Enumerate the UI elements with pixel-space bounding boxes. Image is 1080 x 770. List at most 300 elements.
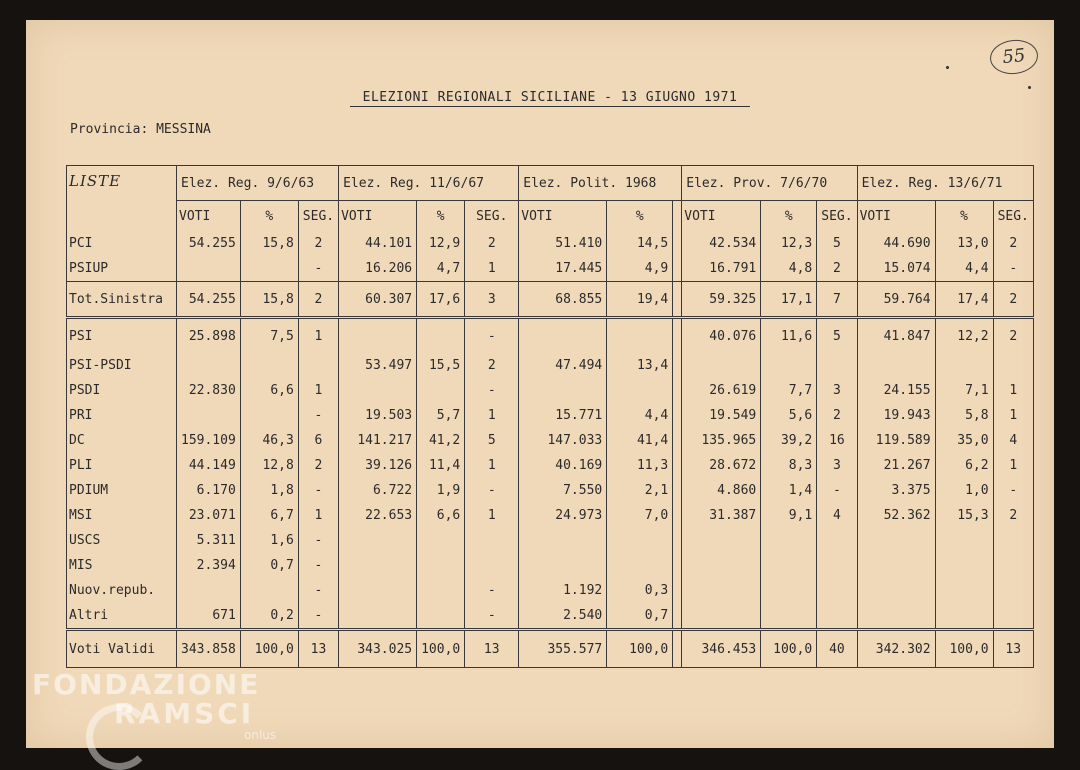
party-name: MSI xyxy=(67,503,177,528)
votes-cell: 119.589 xyxy=(857,428,935,453)
seats-cell: 4 xyxy=(817,503,857,528)
pct-cell xyxy=(607,318,673,354)
pct-cell: 15,8 xyxy=(240,282,298,318)
party-name: PDIUM xyxy=(67,478,177,503)
votes-cell xyxy=(177,353,241,378)
seats-cell: 1 xyxy=(298,503,338,528)
seats-cell: - xyxy=(465,603,519,630)
votes-cell xyxy=(857,553,935,578)
votes-cell: 355.577 xyxy=(519,630,607,668)
pct-cell xyxy=(240,403,298,428)
seats-cell: 2 xyxy=(993,503,1033,528)
election-header: Elez. Polit. 1968 xyxy=(519,166,682,201)
pct-cell: 6,2 xyxy=(935,453,993,478)
pct-cell: 41,4 xyxy=(607,428,673,453)
pct-cell: 8,3 xyxy=(761,453,817,478)
pct-cell xyxy=(240,256,298,282)
seats-cell: 1 xyxy=(993,378,1033,403)
seats-cell: 3 xyxy=(817,378,857,403)
seats-cell: 1 xyxy=(465,256,519,282)
votes-cell xyxy=(519,318,607,354)
pct-cell: 11,3 xyxy=(607,453,673,478)
votes-cell: 47.494 xyxy=(519,353,607,378)
seats-cell: 5 xyxy=(817,318,857,354)
pct-cell: 100,0 xyxy=(607,630,673,668)
seats-cell: 2 xyxy=(465,231,519,256)
pct-cell xyxy=(935,353,993,378)
votes-cell xyxy=(339,578,417,603)
votes-cell: 343.858 xyxy=(177,630,241,668)
seats-cell: 2 xyxy=(298,231,338,256)
pct-cell xyxy=(240,578,298,603)
seats-cell: - xyxy=(298,528,338,553)
seats-cell xyxy=(993,578,1033,603)
votes-cell xyxy=(682,553,761,578)
province-label: Provincia: MESSINA xyxy=(70,122,211,137)
seats-cell xyxy=(673,453,682,478)
seats-cell xyxy=(673,603,682,630)
table-row xyxy=(67,453,1034,478)
pct-cell xyxy=(761,553,817,578)
votes-cell: 19.549 xyxy=(682,403,761,428)
pct-cell: 1,9 xyxy=(417,478,465,503)
seats-cell: 2 xyxy=(993,231,1033,256)
pct-cell: 5,8 xyxy=(935,403,993,428)
voti-header: VOTI xyxy=(339,201,417,232)
pct-cell: 15,5 xyxy=(417,353,465,378)
pct-header: % xyxy=(761,201,817,232)
seats-cell xyxy=(673,428,682,453)
votes-cell xyxy=(857,603,935,630)
election-header-row xyxy=(67,166,1034,201)
table-row xyxy=(67,318,1034,354)
votes-cell: 15.771 xyxy=(519,403,607,428)
pct-cell: 4,8 xyxy=(761,256,817,282)
seats-cell: - xyxy=(298,578,338,603)
votes-cell: 141.217 xyxy=(339,428,417,453)
votes-cell xyxy=(682,603,761,630)
pct-cell xyxy=(935,528,993,553)
seats-cell xyxy=(298,353,338,378)
votes-cell xyxy=(339,603,417,630)
seats-cell xyxy=(465,528,519,553)
votes-cell xyxy=(339,553,417,578)
seg-header: SEG. xyxy=(993,201,1033,232)
table-row xyxy=(67,353,1034,378)
pct-cell: 2,1 xyxy=(607,478,673,503)
pct-header: % xyxy=(935,201,993,232)
votes-cell xyxy=(177,403,241,428)
pct-cell: 1,6 xyxy=(240,528,298,553)
pct-cell: 100,0 xyxy=(761,630,817,668)
pct-cell: 13,4 xyxy=(607,353,673,378)
seats-cell xyxy=(673,231,682,256)
seats-cell xyxy=(817,353,857,378)
votes-cell xyxy=(339,378,417,403)
pct-cell: 100,0 xyxy=(935,630,993,668)
pct-cell: 11,6 xyxy=(761,318,817,354)
seats-cell: 5 xyxy=(465,428,519,453)
seats-cell: 3 xyxy=(465,282,519,318)
table-row xyxy=(67,256,1034,282)
pct-cell: 1,0 xyxy=(935,478,993,503)
seats-cell: - xyxy=(298,553,338,578)
seats-cell xyxy=(673,503,682,528)
pct-cell: 17,6 xyxy=(417,282,465,318)
pct-cell: 4,4 xyxy=(607,403,673,428)
pct-cell xyxy=(240,353,298,378)
seats-cell xyxy=(673,353,682,378)
pct-cell: 46,3 xyxy=(240,428,298,453)
votes-cell: 22.653 xyxy=(339,503,417,528)
seats-cell xyxy=(673,528,682,553)
votes-cell: 25.898 xyxy=(177,318,241,354)
votes-cell xyxy=(177,578,241,603)
seats-cell: 16 xyxy=(817,428,857,453)
votes-cell xyxy=(339,318,417,354)
pct-cell: 41,2 xyxy=(417,428,465,453)
pct-cell: 13,0 xyxy=(935,231,993,256)
party-name: PSDI xyxy=(67,378,177,403)
party-name: PSIUP xyxy=(67,256,177,282)
election-header: Elez. Reg. 9/6/63 xyxy=(177,166,339,201)
seg-header: SEG. xyxy=(465,201,519,232)
pct-cell xyxy=(761,353,817,378)
votes-cell xyxy=(857,528,935,553)
seats-cell: 1 xyxy=(298,378,338,403)
party-name: PRI xyxy=(67,403,177,428)
pct-header: % xyxy=(240,201,298,232)
party-name: PLI xyxy=(67,453,177,478)
votes-cell xyxy=(682,578,761,603)
seg-header: SEG. xyxy=(817,201,857,232)
votes-cell: 53.497 xyxy=(339,353,417,378)
pct-cell: 1,8 xyxy=(240,478,298,503)
voti-header: VOTI xyxy=(857,201,935,232)
votes-cell: 23.071 xyxy=(177,503,241,528)
party-name: MIS xyxy=(67,553,177,578)
seats-cell: - xyxy=(465,578,519,603)
pct-cell xyxy=(935,578,993,603)
voti-header: VOTI xyxy=(682,201,761,232)
votes-cell: 147.033 xyxy=(519,428,607,453)
seats-cell: - xyxy=(817,478,857,503)
votes-cell: 24.155 xyxy=(857,378,935,403)
votes-cell: 19.503 xyxy=(339,403,417,428)
seats-cell xyxy=(673,318,682,354)
seats-cell xyxy=(817,603,857,630)
seats-cell: 2 xyxy=(298,453,338,478)
seats-cell xyxy=(673,478,682,503)
table-row xyxy=(67,578,1034,603)
seats-cell xyxy=(673,553,682,578)
pct-cell: 100,0 xyxy=(240,630,298,668)
votes-cell: 52.362 xyxy=(857,503,935,528)
pct-cell: 12,8 xyxy=(240,453,298,478)
seats-cell: 3 xyxy=(817,453,857,478)
votes-cell: 7.550 xyxy=(519,478,607,503)
seats-cell xyxy=(993,528,1033,553)
seats-cell: 4 xyxy=(993,428,1033,453)
watermark-line1: FONDAZIONE xyxy=(32,668,261,701)
votes-cell: 342.302 xyxy=(857,630,935,668)
pct-cell: 19,4 xyxy=(607,282,673,318)
seats-cell: 1 xyxy=(993,453,1033,478)
seats-cell: 1 xyxy=(298,318,338,354)
seats-cell: - xyxy=(993,478,1033,503)
pct-cell: 5,7 xyxy=(417,403,465,428)
seats-cell: - xyxy=(298,478,338,503)
votes-cell: 39.126 xyxy=(339,453,417,478)
votes-cell xyxy=(682,528,761,553)
table-row xyxy=(67,503,1034,528)
votes-cell xyxy=(177,256,241,282)
seats-cell: - xyxy=(465,478,519,503)
votes-cell xyxy=(857,353,935,378)
seats-cell: - xyxy=(465,378,519,403)
seats-cell: 1 xyxy=(465,403,519,428)
votes-cell: 3.375 xyxy=(857,478,935,503)
votes-cell: 24.973 xyxy=(519,503,607,528)
votes-cell: 16.791 xyxy=(682,256,761,282)
votes-cell: 31.387 xyxy=(682,503,761,528)
pct-cell: 0,7 xyxy=(607,603,673,630)
table-row xyxy=(67,630,1034,668)
votes-cell: 6.170 xyxy=(177,478,241,503)
seats-cell: 1 xyxy=(465,503,519,528)
votes-cell: 16.206 xyxy=(339,256,417,282)
party-name: PCI xyxy=(67,231,177,256)
election-header: Elez. Reg. 13/6/71 xyxy=(857,166,1033,201)
gramsci-g-logo-icon xyxy=(86,704,152,770)
pct-cell: 0,2 xyxy=(240,603,298,630)
party-name: Nuov.repub. xyxy=(67,578,177,603)
seats-cell: 40 xyxy=(817,630,857,668)
pct-cell: 6,7 xyxy=(240,503,298,528)
subheader-row xyxy=(67,201,1034,232)
votes-cell: 4.860 xyxy=(682,478,761,503)
seats-cell: - xyxy=(298,256,338,282)
table-row xyxy=(67,403,1034,428)
pct-cell: 17,1 xyxy=(761,282,817,318)
seats-cell: 2 xyxy=(993,318,1033,354)
table-row xyxy=(67,282,1034,318)
seats-cell: 13 xyxy=(298,630,338,668)
pct-cell: 12,9 xyxy=(417,231,465,256)
pct-cell xyxy=(417,318,465,354)
votes-cell: 59.764 xyxy=(857,282,935,318)
pct-cell: 5,6 xyxy=(761,403,817,428)
votes-cell: 346.453 xyxy=(682,630,761,668)
votes-cell: 60.307 xyxy=(339,282,417,318)
table-row xyxy=(67,528,1034,553)
votes-cell xyxy=(519,528,607,553)
votes-cell: 21.267 xyxy=(857,453,935,478)
votes-cell: 19.943 xyxy=(857,403,935,428)
seats-cell: 2 xyxy=(817,256,857,282)
table-row xyxy=(67,603,1034,630)
voti-header: VOTI xyxy=(177,201,241,232)
seats-cell: 2 xyxy=(465,353,519,378)
election-header: Elez. Reg. 11/6/67 xyxy=(339,166,519,201)
party-name: DC xyxy=(67,428,177,453)
election-header: Elez. Prov. 7/6/70 xyxy=(682,166,857,201)
pct-cell: 6,6 xyxy=(240,378,298,403)
seats-cell: 6 xyxy=(298,428,338,453)
votes-cell: 2.540 xyxy=(519,603,607,630)
party-name: Altri xyxy=(67,603,177,630)
document-page xyxy=(26,20,1054,748)
seats-cell: 1 xyxy=(993,403,1033,428)
table-row xyxy=(67,553,1034,578)
pct-cell: 4,4 xyxy=(935,256,993,282)
votes-cell: 671 xyxy=(177,603,241,630)
votes-cell: 6.722 xyxy=(339,478,417,503)
votes-cell: 54.255 xyxy=(177,231,241,256)
pct-cell xyxy=(417,603,465,630)
seats-cell: 13 xyxy=(993,630,1033,668)
pct-cell xyxy=(761,603,817,630)
pct-cell xyxy=(417,553,465,578)
votes-cell: 59.325 xyxy=(682,282,761,318)
votes-cell: 41.847 xyxy=(857,318,935,354)
seats-cell: - xyxy=(298,403,338,428)
pct-cell: 7,5 xyxy=(240,318,298,354)
votes-cell xyxy=(339,528,417,553)
watermark-line3: onlus xyxy=(244,728,277,742)
seats-cell xyxy=(465,553,519,578)
pct-cell: 100,0 xyxy=(417,630,465,668)
pct-cell xyxy=(761,528,817,553)
seats-cell: - xyxy=(298,603,338,630)
party-name: PSI xyxy=(67,318,177,354)
seats-cell xyxy=(817,553,857,578)
results-table xyxy=(66,165,1034,668)
seats-cell xyxy=(993,553,1033,578)
table-row xyxy=(67,231,1034,256)
pct-cell: 9,1 xyxy=(761,503,817,528)
seats-cell xyxy=(673,403,682,428)
seats-cell: 2 xyxy=(817,403,857,428)
pct-cell: 6,6 xyxy=(417,503,465,528)
votes-cell: 51.410 xyxy=(519,231,607,256)
seats-cell: 5 xyxy=(817,231,857,256)
pct-cell: 7,0 xyxy=(607,503,673,528)
votes-cell: 44.101 xyxy=(339,231,417,256)
votes-cell: 42.534 xyxy=(682,231,761,256)
pct-cell xyxy=(935,603,993,630)
seats-cell: 2 xyxy=(993,282,1033,318)
pct-cell xyxy=(607,378,673,403)
party-name: USCS xyxy=(67,528,177,553)
seats-cell: 13 xyxy=(465,630,519,668)
pct-cell: 7,1 xyxy=(935,378,993,403)
seats-cell xyxy=(817,528,857,553)
seg-header: SEG. xyxy=(298,201,338,232)
seats-cell xyxy=(673,378,682,403)
seats-cell xyxy=(673,256,682,282)
votes-cell: 2.394 xyxy=(177,553,241,578)
votes-cell: 44.149 xyxy=(177,453,241,478)
votes-cell: 68.855 xyxy=(519,282,607,318)
watermark-line2: RAMSCI xyxy=(114,697,255,730)
votes-cell: 5.311 xyxy=(177,528,241,553)
seats-cell xyxy=(993,353,1033,378)
pct-cell: 0,7 xyxy=(240,553,298,578)
ink-dot xyxy=(1028,86,1031,89)
seats-cell xyxy=(673,578,682,603)
pct-cell xyxy=(417,528,465,553)
seats-cell xyxy=(817,578,857,603)
pct-cell: 15,3 xyxy=(935,503,993,528)
pct-cell: 1,4 xyxy=(761,478,817,503)
votes-cell: 17.445 xyxy=(519,256,607,282)
pct-cell: 14,5 xyxy=(607,231,673,256)
votes-cell: 343.025 xyxy=(339,630,417,668)
pct-cell: 4,7 xyxy=(417,256,465,282)
party-name: Tot.Sinistra xyxy=(67,282,177,318)
pct-cell xyxy=(761,578,817,603)
pct-cell: 17,4 xyxy=(935,282,993,318)
pct-cell: 0,3 xyxy=(607,578,673,603)
votes-cell xyxy=(857,578,935,603)
seats-cell: 7 xyxy=(817,282,857,318)
votes-cell: 15.074 xyxy=(857,256,935,282)
votes-cell xyxy=(519,378,607,403)
party-name: PSI-PSDI xyxy=(67,353,177,378)
votes-cell: 159.109 xyxy=(177,428,241,453)
pct-cell: 4,9 xyxy=(607,256,673,282)
votes-cell: 135.965 xyxy=(682,428,761,453)
seats-cell: - xyxy=(465,318,519,354)
table-row xyxy=(67,478,1034,503)
pct-cell: 39,2 xyxy=(761,428,817,453)
votes-cell xyxy=(682,353,761,378)
seats-cell: - xyxy=(993,256,1033,282)
seats-cell xyxy=(993,603,1033,630)
votes-cell xyxy=(519,553,607,578)
voti-header: VOTI xyxy=(519,201,607,232)
pct-cell: 35,0 xyxy=(935,428,993,453)
table-row xyxy=(67,378,1034,403)
pct-cell: 12,3 xyxy=(761,231,817,256)
pct-cell: 7,7 xyxy=(761,378,817,403)
votes-cell: 54.255 xyxy=(177,282,241,318)
party-name: Voti Validi xyxy=(67,630,177,668)
pct-cell: 12,2 xyxy=(935,318,993,354)
votes-cell: 1.192 xyxy=(519,578,607,603)
votes-cell: 40.076 xyxy=(682,318,761,354)
document-title: ELEZIONI REGIONALI SICILIANE - 13 GIUGNO 1971 xyxy=(350,90,750,107)
pct-cell: 15,8 xyxy=(240,231,298,256)
page-number: 55 xyxy=(988,38,1039,77)
pct-header: % xyxy=(417,201,465,232)
votes-cell: 28.672 xyxy=(682,453,761,478)
fondazione-gramsci-watermark xyxy=(32,668,302,742)
ink-dot xyxy=(946,66,949,69)
votes-cell: 22.830 xyxy=(177,378,241,403)
pct-cell xyxy=(417,378,465,403)
table-row xyxy=(67,428,1034,453)
votes-cell: 26.619 xyxy=(682,378,761,403)
pct-header: % xyxy=(607,201,673,232)
seats-cell xyxy=(673,630,682,668)
liste-header: LISTE xyxy=(67,166,177,232)
votes-cell: 44.690 xyxy=(857,231,935,256)
votes-cell: 40.169 xyxy=(519,453,607,478)
pct-cell xyxy=(935,553,993,578)
seats-cell: 1 xyxy=(465,453,519,478)
